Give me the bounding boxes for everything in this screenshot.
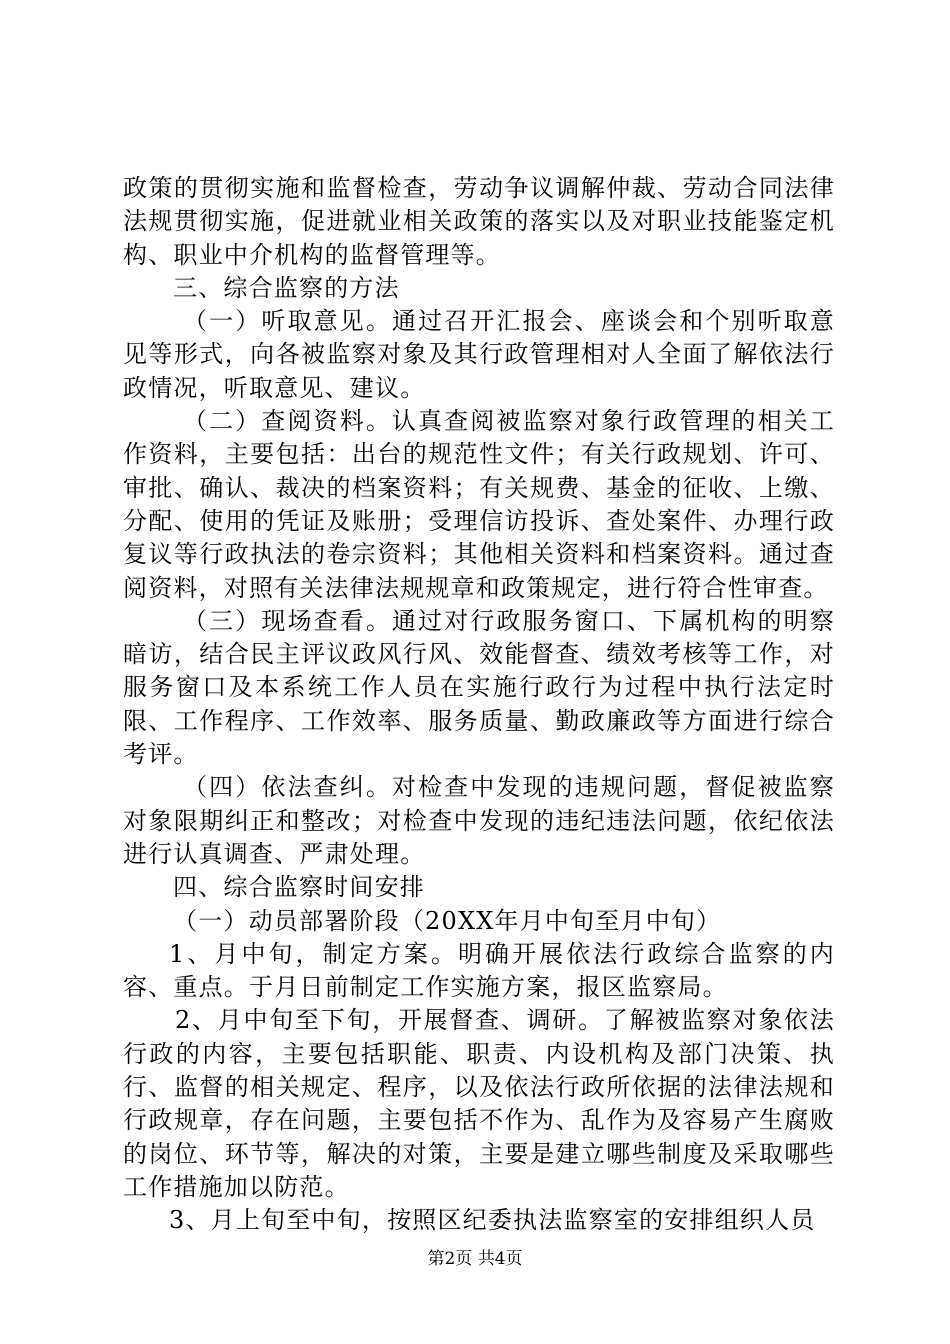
document-body: [123, 172, 835, 1238]
body-paragraph: （四）依法查纠。对检查中发现的违规问题，督促被监察对象限期纠正和整改；对检查中发现的违纪违法问题，依纪依法进行认真调查、严肃处理。: [123, 773, 835, 868]
body-paragraph: 1、月中旬，制定方案。明确开展依法行政综合监察的内容、重点。于月日前制定工作实施方案，报区监察局。: [123, 939, 835, 1002]
body-paragraph: 政策的贯彻实施和监督检查，劳动争议调解仲裁、劳动合同法律法规贯彻实施，促进就业相关政策的落实以及对职业技能鉴定机构、职业中介机构的监督管理等。: [123, 174, 835, 269]
body-paragraph: （二）查阅资料。认真查阅被监察对象行政管理的相关工作资料，主要包括：出台的规范性文件；有关行政规划、许可、审批、确认、裁决的档案资料；有关规费、基金的征收、上缴、分配、使用的凭证及账册；受理信访投诉、查处案件、办理行政复议等行政执法的卷宗资料；其他相关资料和档案资料。通过查阅资料，对照有关法律法规规章和政策规定，进行符合性审查。: [123, 407, 835, 602]
body-paragraph: （一）听取意见。通过召开汇报会、座谈会和个别听取意见等形式，向各被监察对象及其行政管理相对人全面了解依法行政情况，听取意见、建议。: [123, 307, 835, 402]
page-footer: 第2页 共4页: [427, 1249, 523, 1269]
body-paragraph: 2、月中旬至下旬，开展督查、调研。了解被监察对象依法行政的内容，主要包括职能、职责、内设机构及部门决策、执行、监督的相关规定、程序，以及依法行政所依据的法律法规和行政规章，存在问题，主要包括不作为、乱作为及容易产生腐败的岗位、环节等，解决的对策，主要是建立哪些制度及采取哪些工作措施加以防范。: [123, 1006, 835, 1201]
body-paragraph: 3、月上旬至中旬，按照区纪委执法监察室的安排组织人员: [169, 1206, 816, 1235]
body-paragraph: （三）现场查看。通过对行政服务窗口、下属机构的明察暗访，结合民主评议政风行风、效能督查、绩效考核等工作，对服务窗口及本系统工作人员在实施行政行为过程中执行法定时限、工作程序、工作效率、服务质量、勤政廉政等方面进行综合考评。: [123, 606, 835, 769]
section-heading: （一）动员部署阶段（20XX年月中旬至月中旬）: [173, 906, 722, 935]
section-heading: 三、综合监察的方法: [173, 273, 400, 302]
section-heading: 四、综合监察时间安排: [173, 873, 425, 902]
